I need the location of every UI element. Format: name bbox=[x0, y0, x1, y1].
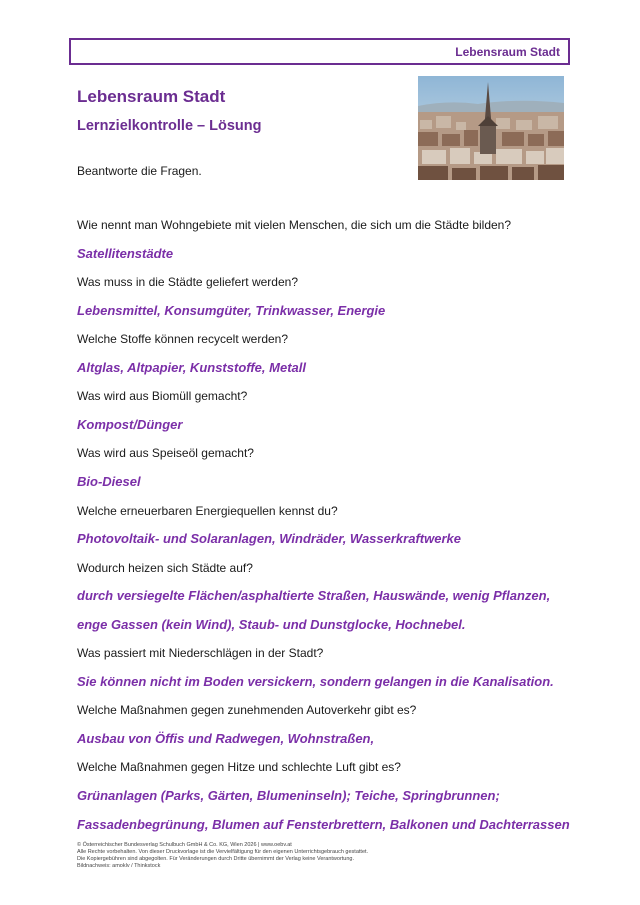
answer-text: Kompost/Dünger bbox=[77, 416, 183, 432]
question-text: Welche Maßnahmen gegen zunehmenden Autoverkehr gibt es? bbox=[77, 703, 417, 718]
instruction-text: Beantworte die Fragen. bbox=[77, 164, 202, 178]
answer-text: Lebensmittel, Konsumgüter, Trinkwasser, Energie bbox=[77, 302, 386, 318]
answer-text: Altglas, Altpapier, Kunststoffe, Metall bbox=[77, 359, 306, 375]
question-text: Was wird aus Biomüll gemacht? bbox=[77, 389, 248, 404]
footer-line: © Österreichischer Bundesverlag Schulbuch GmbH & Co. KG, Wien 2026 | www.oebv.at bbox=[77, 842, 292, 848]
footer bbox=[77, 842, 368, 870]
question-text: Was wird aus Speiseöl gemacht? bbox=[77, 446, 254, 461]
header-box bbox=[69, 38, 570, 65]
footer-line: Alle Rechte vorbehalten. Von dieser Druckvorlage ist die Vervielfältigung für den eigenen Unterrichtsgebrauch gestattet. bbox=[77, 849, 369, 855]
question-text: Welche Maßnahmen gegen Hitze und schlechte Luft gibt es? bbox=[77, 760, 401, 775]
answer-text: Grünanlagen (Parks, Gärten, Blumeninseln); Teiche, Springbrunnen; bbox=[77, 788, 500, 803]
header-label: Lebensraum Stadt bbox=[455, 45, 560, 59]
answer-text: Fassadenbegrünung, Blumen auf Fensterbrettern, Balkonen und Dachterrassen bbox=[77, 816, 570, 832]
footer-line: Bildnachweis: amoklv / Thinkstock bbox=[77, 863, 161, 869]
question-text: Wie nennt man Wohngebiete mit vielen Menschen, die sich um die Städte bilden? bbox=[77, 218, 512, 232]
answer-text: durch versiegelte Flächen/asphaltierte Straßen, Hauswände, wenig Pflanzen, bbox=[77, 588, 551, 604]
footer-line: Die Kopiergebühren sind abgegolten. Für Veränderungen durch Dritte übernimmt der Verlag keine Verantwortung. bbox=[77, 856, 355, 862]
city-photo bbox=[418, 76, 564, 180]
question-text: Wodurch heizen sich Städte auf? bbox=[77, 560, 253, 575]
answer-text: Photovoltaik- und Solaranlagen, Windräder, Wasserkraftwerke bbox=[77, 531, 461, 547]
answer-text: Sie können nicht im Boden versickern, sondern gelangen in die Kanalisation. bbox=[77, 673, 554, 689]
question-text: Welche erneuerbaren Energiequellen kennst du? bbox=[77, 503, 338, 518]
page-subtitle: Lernzielkontrolle – Lösung bbox=[77, 118, 262, 134]
answer-text: enge Gassen (kein Wind), Staub- und Dunstglocke, Hochnebel. bbox=[77, 616, 466, 632]
answer-text: Ausbau von Öffis und Radwegen, Wohnstraßen, bbox=[77, 730, 375, 746]
answer-text: Bio-Diesel bbox=[77, 473, 141, 489]
question-text: Was passiert mit Niederschlägen in der Stadt? bbox=[77, 646, 324, 661]
page-title: Lebensraum Stadt bbox=[77, 87, 226, 106]
question-text: Was muss in die Städte geliefert werden? bbox=[77, 275, 298, 290]
answer-text: Satellitenstädte bbox=[77, 245, 174, 261]
question-text: Welche Stoffe können recycelt werden? bbox=[77, 332, 289, 347]
